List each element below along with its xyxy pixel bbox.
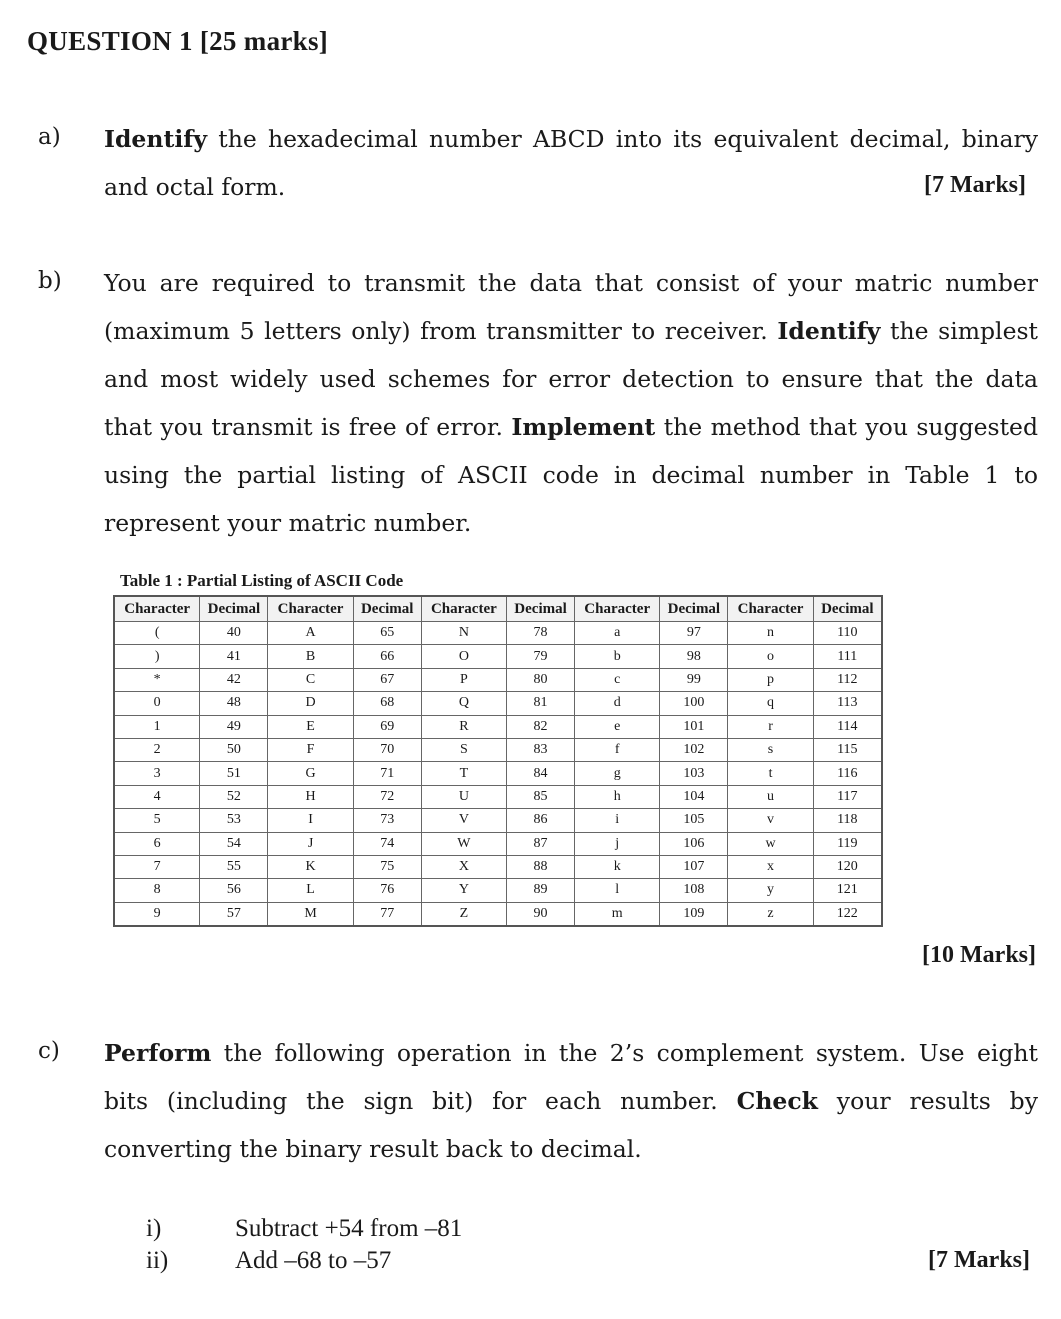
character-cell: M — [268, 902, 353, 926]
decimal-cell: 78 — [506, 622, 574, 645]
decimal-cell: 98 — [660, 645, 728, 668]
character-cell: T — [421, 762, 506, 785]
decimal-cell: 118 — [813, 809, 882, 832]
character-cell: L — [268, 879, 353, 902]
decimal-cell: 50 — [200, 738, 268, 761]
character-cell: u — [728, 785, 813, 808]
decimal-cell: 87 — [506, 832, 574, 855]
decimal-cell: 106 — [660, 832, 728, 855]
part-a-label: a) — [38, 124, 61, 150]
table-row — [114, 855, 882, 878]
decimal-cell: 66 — [353, 645, 421, 668]
character-cell: 9 — [114, 902, 200, 926]
character-cell: S — [421, 738, 506, 761]
decimal-cell: 55 — [200, 855, 268, 878]
character-cell: j — [575, 832, 660, 855]
part-c-body-2: your results by converting the binary result back to decimal. — [104, 1087, 1038, 1163]
character-cell: g — [575, 762, 660, 785]
character-cell: f — [575, 738, 660, 761]
part-b-text — [104, 259, 1038, 547]
character-cell: Z — [421, 902, 506, 926]
decimal-cell: 71 — [353, 762, 421, 785]
part-b-body-3: the method that you suggested using the partial listing of ASCII code in decimal number in Table 1 to represent your matric number. — [104, 413, 1038, 537]
decimal-cell: 85 — [506, 785, 574, 808]
character-cell: y — [728, 879, 813, 902]
part-b-label: b) — [38, 268, 62, 294]
decimal-cell: 53 — [200, 809, 268, 832]
character-cell: e — [575, 715, 660, 738]
decimal-cell: 90 — [506, 902, 574, 926]
decimal-cell: 80 — [506, 668, 574, 691]
character-cell: n — [728, 622, 813, 645]
decimal-cell: 107 — [660, 855, 728, 878]
decimal-cell: 86 — [506, 809, 574, 832]
decimal-cell: 101 — [660, 715, 728, 738]
subitem-i-text: Subtract +54 from –81 — [235, 1215, 463, 1242]
table-row — [114, 762, 882, 785]
decimal-cell: 52 — [200, 785, 268, 808]
decimal-cell: 83 — [506, 738, 574, 761]
character-cell: O — [421, 645, 506, 668]
decimal-cell: 42 — [200, 668, 268, 691]
decimal-cell: 108 — [660, 879, 728, 902]
decimal-cell: 89 — [506, 879, 574, 902]
character-cell: V — [421, 809, 506, 832]
decimal-cell: 116 — [813, 762, 882, 785]
character-cell: E — [268, 715, 353, 738]
decimal-cell: 111 — [813, 645, 882, 668]
character-cell: o — [728, 645, 813, 668]
part-b-marks: [10 Marks] — [922, 942, 1036, 968]
part-c-text — [104, 1029, 1038, 1173]
table-caption: Table 1 : Partial Listing of ASCII Code — [120, 571, 404, 590]
decimal-cell: 72 — [353, 785, 421, 808]
decimal-cell: 97 — [660, 622, 728, 645]
character-cell: k — [575, 855, 660, 878]
table-row — [114, 715, 882, 738]
table-header-cell: Character — [421, 596, 506, 622]
character-cell: F — [268, 738, 353, 761]
character-cell: 2 — [114, 738, 200, 761]
table-header-cell: Decimal — [353, 596, 421, 622]
character-cell: 0 — [114, 692, 200, 715]
part-a-text — [104, 115, 1038, 211]
table-body — [114, 622, 882, 927]
part-b-body-2: the simplest and most widely used schemes for error detection to ensure that the data that you transmit is free of error. — [104, 317, 1038, 441]
decimal-cell: 112 — [813, 668, 882, 691]
decimal-cell: 77 — [353, 902, 421, 926]
character-cell: a — [575, 622, 660, 645]
decimal-cell: 100 — [660, 692, 728, 715]
decimal-cell: 109 — [660, 902, 728, 926]
decimal-cell: 41 — [200, 645, 268, 668]
character-cell: i — [575, 809, 660, 832]
subitem-ii-text: Add –68 to –57 — [235, 1247, 392, 1274]
character-cell: N — [421, 622, 506, 645]
character-cell: * — [114, 668, 200, 691]
decimal-cell: 54 — [200, 832, 268, 855]
decimal-cell: 57 — [200, 902, 268, 926]
character-cell: d — [575, 692, 660, 715]
part-c-bold-check: Check — [736, 1087, 818, 1115]
character-cell: ) — [114, 645, 200, 668]
table-header-cell: Decimal — [506, 596, 574, 622]
table-header-row — [114, 596, 882, 622]
part-a-marks: [7 Marks] — [924, 172, 1026, 198]
character-cell: w — [728, 832, 813, 855]
character-cell: W — [421, 832, 506, 855]
character-cell: P — [421, 668, 506, 691]
character-cell: H — [268, 785, 353, 808]
decimal-cell: 121 — [813, 879, 882, 902]
character-cell: Y — [421, 879, 506, 902]
character-cell: 5 — [114, 809, 200, 832]
part-b-body-1: You are required to transmit the data that consist of your matric number (maximum 5 letters only) from transmitter to receiver. — [104, 269, 1038, 345]
character-cell: r — [728, 715, 813, 738]
table-header-cell: Character — [728, 596, 813, 622]
table-header-cell: Character — [114, 596, 200, 622]
table-header-cell: Decimal — [200, 596, 268, 622]
part-a-bold-identify: Identify — [104, 125, 208, 153]
decimal-cell: 115 — [813, 738, 882, 761]
table-row — [114, 785, 882, 808]
character-cell: K — [268, 855, 353, 878]
decimal-cell: 40 — [200, 622, 268, 645]
character-cell: x — [728, 855, 813, 878]
decimal-cell: 114 — [813, 715, 882, 738]
character-cell: 6 — [114, 832, 200, 855]
table-header-cell: Decimal — [813, 596, 882, 622]
character-cell: 3 — [114, 762, 200, 785]
decimal-cell: 79 — [506, 645, 574, 668]
character-cell: B — [268, 645, 353, 668]
decimal-cell: 74 — [353, 832, 421, 855]
character-cell: U — [421, 785, 506, 808]
part-b-bold-implement: Implement — [511, 413, 656, 441]
part-c-bold-perform: Perform — [104, 1039, 212, 1067]
question-title: QUESTION 1 [25 marks] — [27, 26, 329, 56]
character-cell: p — [728, 668, 813, 691]
character-cell: Q — [421, 692, 506, 715]
part-a-body: the hexadecimal number ABCD into its equivalent decimal, binary and octal form. — [104, 125, 1038, 201]
decimal-cell: 102 — [660, 738, 728, 761]
table-row — [114, 879, 882, 902]
character-cell: ( — [114, 622, 200, 645]
table-row — [114, 832, 882, 855]
subitem-i-number: i) — [146, 1215, 162, 1242]
table-row — [114, 645, 882, 668]
subitem-ii-number: ii) — [146, 1247, 169, 1274]
character-cell: 8 — [114, 879, 200, 902]
character-cell: t — [728, 762, 813, 785]
character-cell: z — [728, 902, 813, 926]
character-cell: G — [268, 762, 353, 785]
character-cell: q — [728, 692, 813, 715]
decimal-cell: 104 — [660, 785, 728, 808]
decimal-cell: 117 — [813, 785, 882, 808]
character-cell: 1 — [114, 715, 200, 738]
decimal-cell: 76 — [353, 879, 421, 902]
part-c-marks: [7 Marks] — [928, 1247, 1030, 1273]
decimal-cell: 56 — [200, 879, 268, 902]
character-cell: v — [728, 809, 813, 832]
decimal-cell: 73 — [353, 809, 421, 832]
decimal-cell: 51 — [200, 762, 268, 785]
decimal-cell: 105 — [660, 809, 728, 832]
decimal-cell: 48 — [200, 692, 268, 715]
character-cell: I — [268, 809, 353, 832]
character-cell: 7 — [114, 855, 200, 878]
decimal-cell: 49 — [200, 715, 268, 738]
decimal-cell: 69 — [353, 715, 421, 738]
character-cell: h — [575, 785, 660, 808]
table-row — [114, 902, 882, 926]
decimal-cell: 119 — [813, 832, 882, 855]
decimal-cell: 99 — [660, 668, 728, 691]
character-cell: X — [421, 855, 506, 878]
character-cell: C — [268, 668, 353, 691]
character-cell: 4 — [114, 785, 200, 808]
character-cell: R — [421, 715, 506, 738]
character-cell: D — [268, 692, 353, 715]
table-row — [114, 668, 882, 691]
decimal-cell: 110 — [813, 622, 882, 645]
decimal-cell: 81 — [506, 692, 574, 715]
decimal-cell: 65 — [353, 622, 421, 645]
ascii-table — [113, 595, 883, 927]
decimal-cell: 75 — [353, 855, 421, 878]
character-cell: A — [268, 622, 353, 645]
table-row — [114, 809, 882, 832]
decimal-cell: 113 — [813, 692, 882, 715]
character-cell: b — [575, 645, 660, 668]
table-row — [114, 738, 882, 761]
character-cell: s — [728, 738, 813, 761]
decimal-cell: 88 — [506, 855, 574, 878]
character-cell: m — [575, 902, 660, 926]
table-row — [114, 622, 882, 645]
decimal-cell: 67 — [353, 668, 421, 691]
decimal-cell: 70 — [353, 738, 421, 761]
decimal-cell: 120 — [813, 855, 882, 878]
table-header-cell: Decimal — [660, 596, 728, 622]
table-row — [114, 692, 882, 715]
part-c-body-1: the following operation in the 2’s complement system. Use eight bits (including the sign bit) for each number. — [104, 1039, 1038, 1115]
part-c-label: c) — [38, 1038, 60, 1064]
decimal-cell: 82 — [506, 715, 574, 738]
character-cell: c — [575, 668, 660, 691]
part-b-bold-identify: Identify — [777, 317, 881, 345]
decimal-cell: 122 — [813, 902, 882, 926]
table-header-cell: Character — [268, 596, 353, 622]
character-cell: J — [268, 832, 353, 855]
decimal-cell: 84 — [506, 762, 574, 785]
decimal-cell: 68 — [353, 692, 421, 715]
table-header-cell: Character — [575, 596, 660, 622]
decimal-cell: 103 — [660, 762, 728, 785]
character-cell: l — [575, 879, 660, 902]
